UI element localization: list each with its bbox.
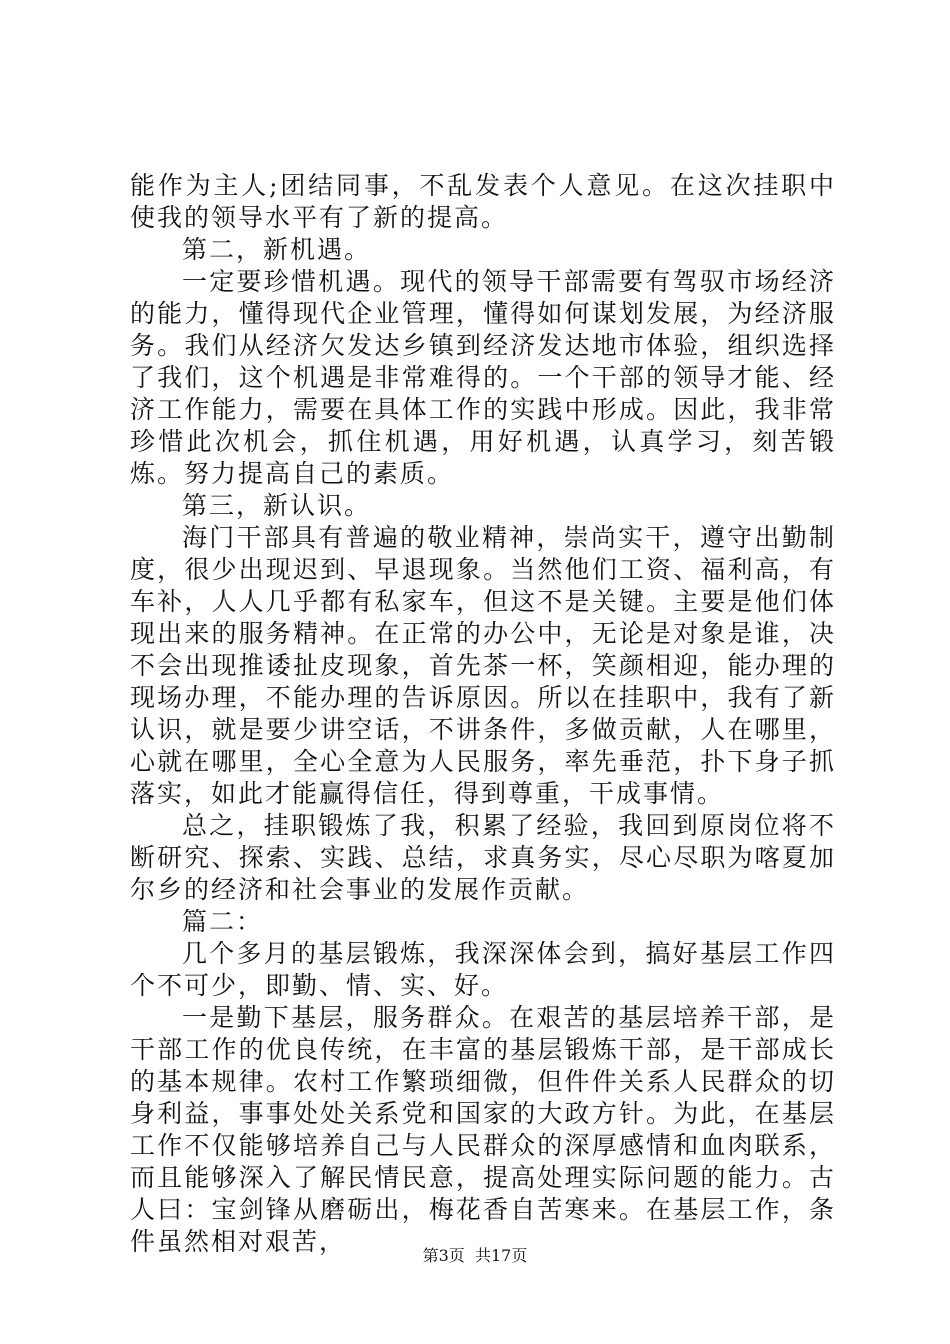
paragraph: 海门干部具有普遍的敬业精神，崇尚实干，遵守出勤制度，很少出现迟到、早退现象。当然他们工资、福利高，有车补，人人几乎都有私家车，但这不是关键。主要是他们体现出来的服务精神。在正常的办公中，无论是对象是谁，决不会出现推诿扯皮现象，首先茶一杯，笑颜相迎，能办理的现场办理，不能办理的告诉原因。所以在挂职中，我有了新认识，就是要少讲空话，不讲条件，多做贡献，人在哪里，心就在哪里，全心全意为人民服务，率先垂范，扑下身子抓落实，如此才能赢得信任，得到尊重，干成事情。 [130,523,836,808]
paragraph: 一是勤下基层，服务群众。在艰苦的基层培养干部，是干部工作的优良传统，在丰富的基层锻炼干部，是干部成长的基本规律。农村工作繁琐细微，但件件关系人民群众的切身利益，事事处处关系党和国家的大政方针。为此，在基层工作不仅能够培养自己与人民群众的深厚感情和血肉联系，而且能够深入了解民情民意，提高处理实际问题的能力。古人曰：宝剑锋从磨砺出，梅花香自苦寒来。在基层工作，条件虽然相对艰苦， [130,1003,836,1256]
part-heading: 篇二： [182,907,264,936]
paragraph: 几个多月的基层锻炼，我深深体会到，搞好基层工作四个不可少，即勤、情、实、好。 [130,939,836,1000]
paragraph-continuation: 能作为主人;团结同事，不乱发表个人意见。在这次挂职中使我的领导水平有了新的提高。 [130,171,836,232]
paragraph: 一定要珍惜机遇。现代的领导干部需要有驾驭市场经济的能力，懂得现代企业管理，懂得如何谋划发展，为经济服务。我们从经济欠发达乡镇到经济发达地市体验，组织选择了我们，这个机遇是非常难得的。一个干部的领导才能、经济工作能力，需要在具体工作的实践中形成。因此，我非常珍惜此次机会，抓住机遇，用好机遇，认真学习，刻苦锻炼。努力提高自己的素质。 [130,267,836,488]
section-heading-second: 第二，新机遇。 [182,235,372,264]
document-body [130,170,836,1258]
page-footer [0,1243,950,1266]
page-number: 第3页 [422,1246,465,1265]
page-total: 共17页 [474,1246,528,1265]
paragraph-summary: 总之，挂职锻炼了我，积累了经验，我回到原岗位将不断研究、探索、实践、总结，求真务实，尽心尽职为喀夏加尔乡的经济和社会事业的发展作贡献。 [130,811,836,904]
section-heading-third: 第三，新认识。 [182,491,372,520]
